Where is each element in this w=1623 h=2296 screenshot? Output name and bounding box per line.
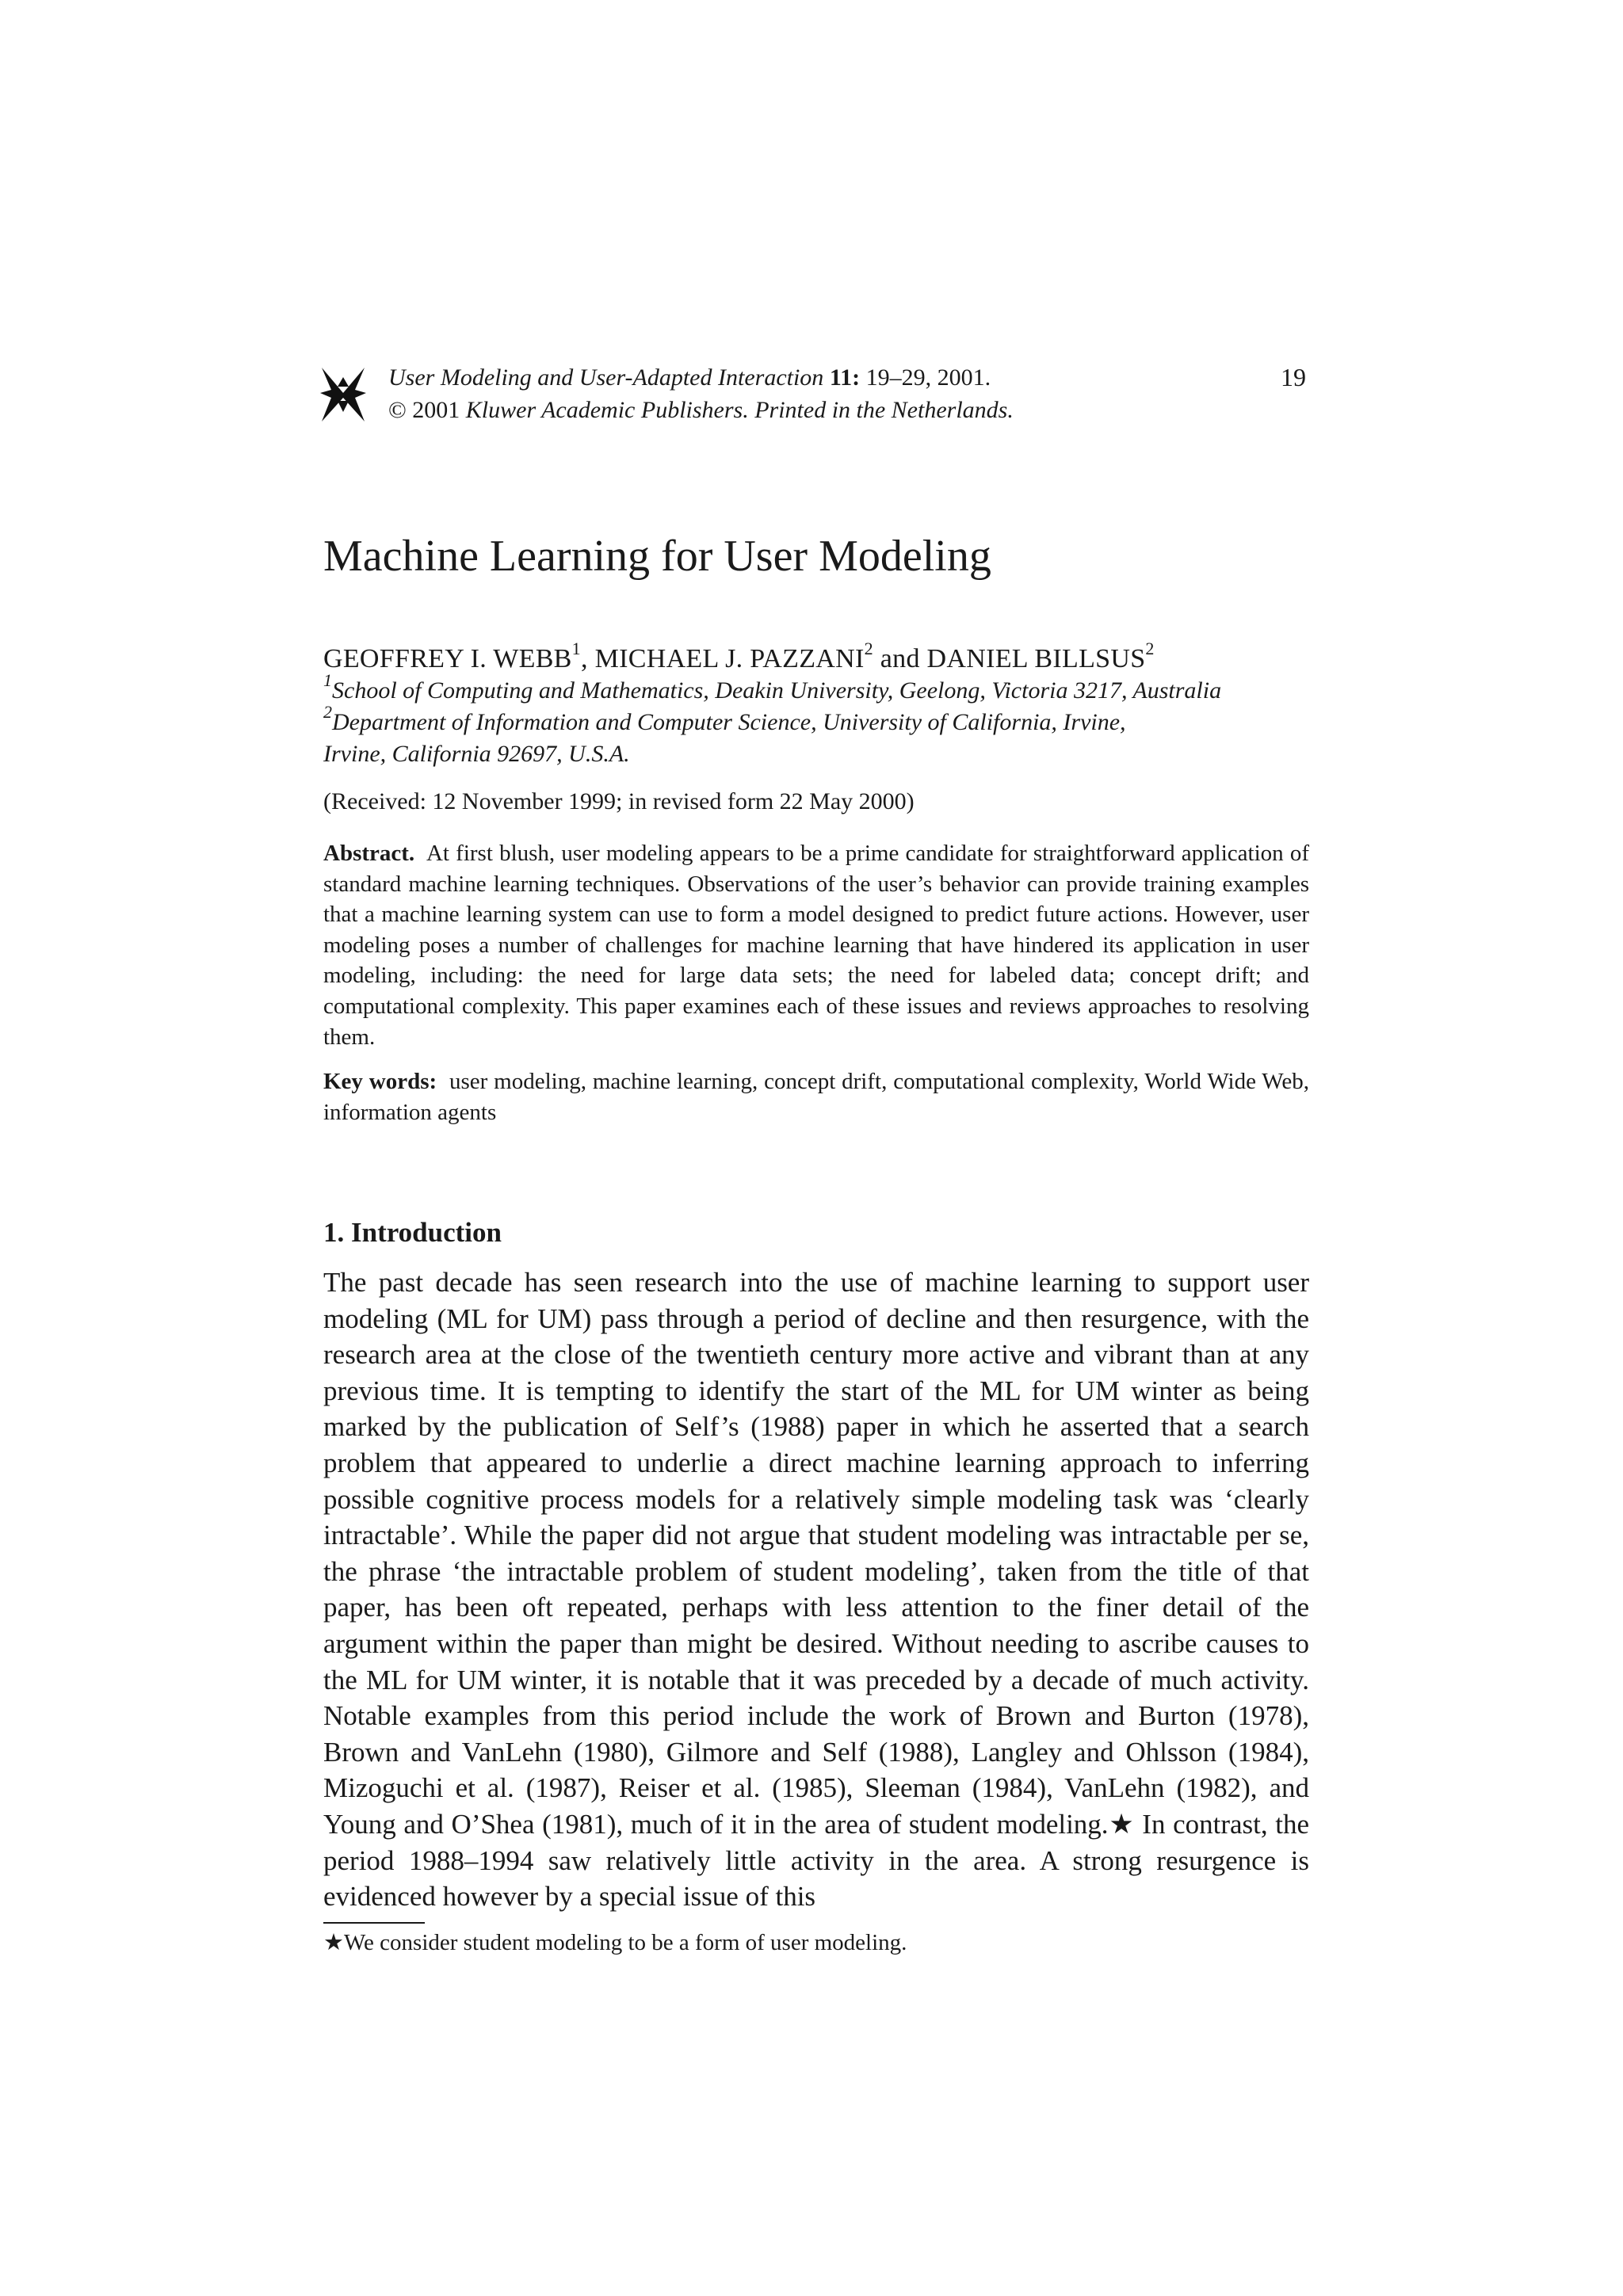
journal-volume: 11: <box>829 364 861 391</box>
copyright-year: 2001 <box>412 397 460 423</box>
author-name: GEOFFREY I. WEBB <box>323 644 572 673</box>
author-list <box>323 638 1155 675</box>
footnote <box>323 1928 907 1958</box>
journal-title: User Modeling and User-Adapted Interaction <box>388 364 824 391</box>
journal-pages-year: 19–29, 2001. <box>865 364 991 391</box>
author-separator: and <box>873 644 927 673</box>
abstract-text: At first blush, user modeling appears to be a prime candidate for straightforward application of standard machine learning techniques. Observations of the user’s behavior can provide training examples that a machine learning system can use to form a model designed to predict future actions. However, user modeling poses a number of challenges for machine learning that have hindered its application in user modeling, including: the need for large data sets; the need for labeled data; concept drift; and computational complexity. This paper examines each of these issues and reviews approaches to resolving them. <box>323 841 1310 1050</box>
abstract-label: Abstract. <box>323 841 415 866</box>
affiliation-mark: 2 <box>864 638 873 658</box>
journal-citation <box>388 361 1181 426</box>
author-name: MICHAEL J. PAZZANI <box>594 644 865 673</box>
footnote-marker-icon: ★ <box>1108 1808 1135 1840</box>
paper-title: Machine Learning for User Modeling <box>323 532 991 581</box>
body-paragraph <box>323 1264 1309 1915</box>
copyright-icon: © <box>388 397 407 423</box>
abstract <box>323 838 1309 1052</box>
journal-line-2 <box>388 394 1181 426</box>
affiliation-2 <box>323 702 1306 738</box>
page-number: 19 <box>1281 363 1306 391</box>
keywords-text: user modeling, machine learning, concept drift, computational complexity, World Wide Web, information agents <box>323 1069 1309 1125</box>
affiliation-mark: 1 <box>323 670 332 690</box>
affiliation-2-continued: Irvine, California 92697, U.S.A. <box>323 741 630 767</box>
kluwer-logo-icon <box>320 366 366 423</box>
author-name: DANIEL BILLSUS <box>926 644 1146 673</box>
affiliation-mark: 2 <box>1145 638 1155 658</box>
author-separator: , <box>580 644 595 673</box>
footnote-marker-icon: ★ <box>323 1930 344 1955</box>
footnote-divider <box>323 1922 425 1924</box>
keywords <box>323 1066 1309 1127</box>
received-dates: (Received: 12 November 1999; in revised form 22 May 2000) <box>323 788 915 814</box>
affiliation-1 <box>323 670 1306 707</box>
body-text-continued: In contrast, the period 1988–1994 saw relatively little activity in the area. A strong resurgence is evidenced however by a special issue of this <box>323 1808 1309 1913</box>
footnote-text: We consider student modeling to be a form of user modeling. <box>344 1930 907 1955</box>
journal-line-1 <box>388 361 1181 394</box>
affiliation-mark: 1 <box>571 638 581 658</box>
affiliation-text: School of Computing and Mathematics, Deakin University, Geelong, Victoria 3217, Australia <box>332 677 1222 704</box>
affiliation-mark: 2 <box>323 702 332 722</box>
publisher-line: Kluwer Academic Publishers. Printed in the Netherlands. <box>465 397 1014 423</box>
body-text: The past decade has seen research into the use of machine learning to support user modeling (ML for UM) pass through a period of decline and then resurgence, with the research area at the close of the twentieth century more active and vibrant than at any previous time. It is tempting to identify the start of the ML for UM winter as being marked by the publication of Self’s (1988) paper in which he asserted that a search problem that appeared to underlie a direct machine learning approach to inferring possible cognitive process models for a relatively simple modeling task was ‘clearly intractable’. While the paper did not argue that student modeling was intractable per se, the phrase ‘the intractable problem of student modeling’, taken from the title of that paper, has been oft repeated, perhaps with less attention to the finer detail of the argument within the paper than might be desired. Without needing to ascribe causes to the ML for UM winter, it is notable that it was preceded by a decade of much activity. Notable examples from this period include the work of Brown and Burton (1978), Brown and VanLehn (1980), Gilmore and Self (1988), Langley and Ohlsson (1984), Mizoguchi et al. (1987), Reiser et al. (1985), Sleeman (1984), VanLehn (1982), and Young and O’Shea (1981), much of it in the area of student modeling. <box>323 1267 1309 1840</box>
keywords-label: Key words: <box>323 1069 437 1094</box>
section-heading: 1. Introduction <box>323 1217 502 1248</box>
affiliation-text: Department of Information and Computer Science, University of California, Irvine, <box>332 709 1126 735</box>
